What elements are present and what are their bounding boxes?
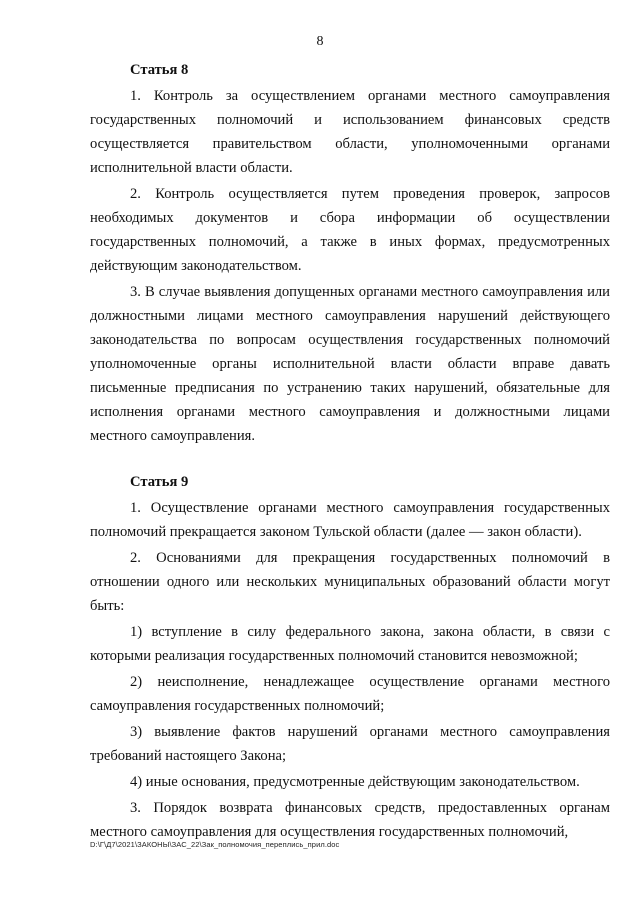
list-item: 2) неисполнение, ненадлежащее осуществление органами местного самоуправления государственных полномочий; [90,674,610,714]
article-title: Статья 8 [130,62,189,78]
paragraph: 3. В случае выявления допущенных органами местного самоуправления или должностными лицами местного самоуправления нарушений действующего законодательства по вопросам осуществления государственных полномочий уполномоченные органы исполнительной власти области вправе давать письменные предписания по устранению таких нарушений, обязательные для исполнения органами местного самоуправления и должностными лицами местного самоуправления. [90,284,610,444]
file-path-footer: D:\Г\Д7\2021\ЗАКОНЫ\ЗАС_22\Зак_полномочия_переплись_прил.doc [90,840,340,849]
paragraph: 2. Основаниями для прекращения государственных полномочий в отношении одного или нескольких муниципальных образований области могут быть: [90,550,610,614]
article-8 [90,58,610,448]
article-9 [90,470,610,844]
list-item: 4) иные основания, предусмотренные действующим законодательством. [130,774,580,790]
paragraph: 2. Контроль осуществляется путем проведения проверок, запросов необходимых документов и сбора информации об осуществлении государственных полномочий, а также в иных формах, предусмотренных действующим законодательством. [90,186,610,274]
paragraph: 3. Порядок возврата финансовых средств, предоставленных органам местного самоуправления для осуществления государственных полномочий, [90,800,610,840]
list-item: 1) вступление в силу федерального закона, закона области, в связи с которыми реализация государственных полномочий становится невозможной; [90,624,610,664]
article-title: Статья 9 [130,474,189,490]
document-body [90,58,610,844]
list-item: 3) выявление фактов нарушений органами местного самоуправления требований настоящего Закона; [90,724,610,764]
page-number: 8 [316,34,324,49]
paragraph: 1. Осуществление органами местного самоуправления государственных полномочий прекращается законом Тульской области (далее — закон области). [90,500,610,540]
paragraph: 1. Контроль за осуществлением органами местного самоуправления государственных полномочий и использованием финансовых средств осуществляется правительством области, уполномоченными органами исполнительной власти области. [90,88,610,176]
